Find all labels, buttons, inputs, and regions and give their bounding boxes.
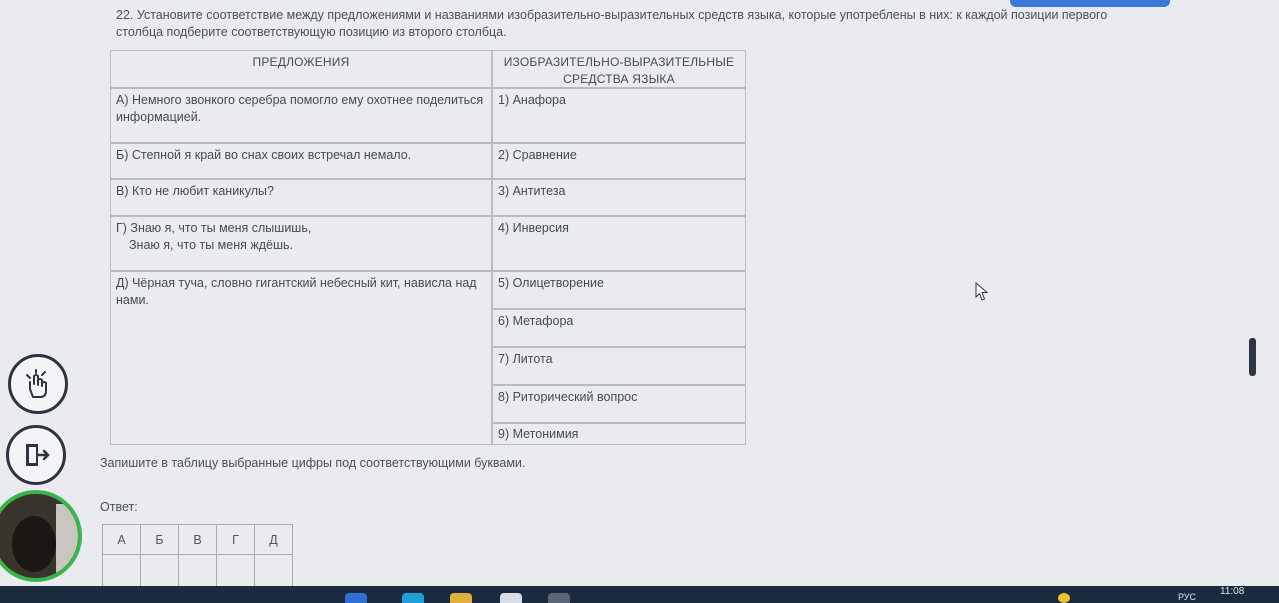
exit-button[interactable]: [6, 425, 66, 485]
answer-input-g[interactable]: [217, 555, 255, 587]
answer-letter-v: В: [179, 525, 217, 555]
taskbar-app-icon[interactable]: [500, 593, 522, 603]
answer-letter-d: Д: [255, 525, 293, 555]
means-5: 5) Олицетворение: [492, 271, 746, 309]
answer-label: Ответ:: [100, 500, 138, 514]
sentence-g-line2: Знаю я, что ты меня ждёшь.: [129, 238, 293, 252]
answer-input-b[interactable]: [141, 555, 179, 587]
means-9: 9) Метонимия: [492, 423, 746, 445]
answer-letter-g: Г: [217, 525, 255, 555]
sentence-v: В) Кто не любит каникулы?: [110, 179, 492, 216]
taskbar-app-icon[interactable]: [402, 593, 424, 603]
sentence-b: Б) Степной я край во снах своих встречал немало.: [110, 143, 492, 179]
taskbar-app-icon[interactable]: [548, 593, 570, 603]
top-accent-bar: [1010, 0, 1170, 7]
answer-table: [102, 524, 293, 587]
webcam-preview: [0, 490, 82, 582]
means-7: 7) Литота: [492, 347, 746, 385]
raise-hand-button[interactable]: [8, 354, 68, 414]
exit-icon: [20, 439, 52, 471]
means-6: 6) Метафора: [492, 309, 746, 347]
scrollbar-thumb[interactable]: [1249, 338, 1256, 376]
tray-icon[interactable]: [1058, 593, 1070, 603]
sentence-g: [110, 216, 492, 271]
webcam-figure: [0, 494, 82, 582]
answer-letter-a: А: [103, 525, 141, 555]
means-2: 2) Сравнение: [492, 143, 746, 179]
taskbar-clock[interactable]: 11:08: [1220, 586, 1245, 597]
instruction-text: Запишите в таблицу выбранные цифры под соответствующими буквами.: [100, 456, 526, 470]
answer-letter-b: Б: [141, 525, 179, 555]
answer-input-v[interactable]: [179, 555, 217, 587]
sentence-d: Д) Чёрная туча, словно гигантский небесный кит, нависла над нами.: [110, 271, 492, 445]
question-text: 22. Установите соответствие между предложениями и названиями изобразительно-выразительных средств языка, которые употреблены в них: к каждой позиции первого столбца подберите соответствующую позицию из второго столбца.: [116, 8, 1108, 39]
taskbar-folder-icon[interactable]: [450, 593, 472, 603]
header-sentences: ПРЕДЛОЖЕНИЯ: [110, 50, 492, 88]
answer-input-a[interactable]: [103, 555, 141, 587]
sentence-g-line1: Г) Знаю я, что ты меня слышишь,: [116, 221, 312, 235]
answer-input-d[interactable]: [255, 555, 293, 587]
means-4: 4) Инверсия: [492, 216, 746, 271]
taskbar-app-icon[interactable]: [345, 593, 367, 603]
means-1: 1) Анафора: [492, 88, 746, 143]
language-indicator[interactable]: РУС: [1178, 592, 1197, 602]
means-8: 8) Риторический вопрос: [492, 385, 746, 423]
header-means: ИЗОБРАЗИТЕЛЬНО-ВЫРАЗИТЕЛЬНЫЕ СРЕДСТВА ЯЗЫКА: [492, 50, 746, 88]
taskbar: [0, 586, 1279, 603]
raise-hand-icon: [21, 367, 55, 401]
means-3: 3) Антитеза: [492, 179, 746, 216]
cursor-icon: [975, 282, 989, 302]
sentence-a: А) Немного звонкого серебра помогло ему охотнее поделиться информацией.: [110, 88, 492, 143]
